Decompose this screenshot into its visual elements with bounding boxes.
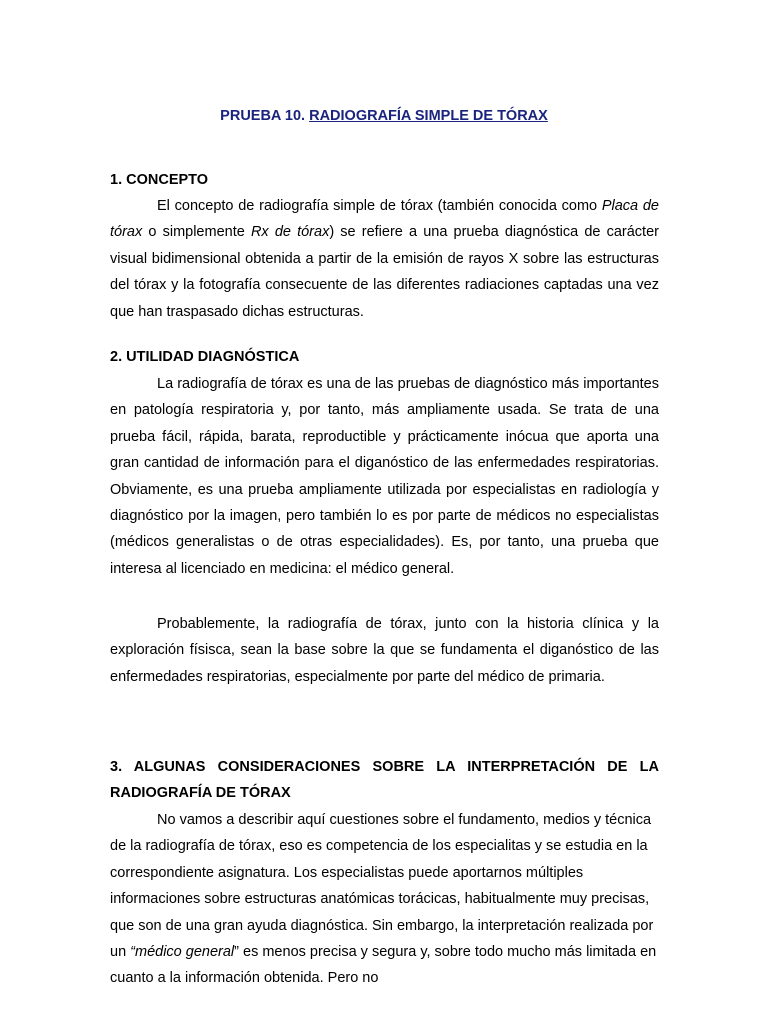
text-segment: El concepto de radiografía simple de tórax (también conocida como [157,198,602,214]
text-segment: o simplemente [142,224,251,241]
section-heading-interpretacion: 3. ALGUNAS CONSIDERACIONES SOBRE LA INTERPRETACIÓN DE LA RADIOGRAFÍA DE TÓRAX [110,759,659,801]
text-segment: ” es menos precisa y segura y, sobre todo mucho más limitada en cuanto a la información obtenida. Pero no [110,944,657,987]
title-prefix: PRUEBA 10. [220,108,306,124]
paragraph-interpretacion [110,807,659,992]
text-segment: La radiografía de tórax es una de las pruebas de diagnóstico más importantes en patología respiratoria y, por tanto, más ampliamente usada. Se trata de una prueba fácil, rápida, barata, reproductible y prácticamente inócua que aporta una gran cantidad de información para el diganóstico de las enfermedades respiratorias. Obviamente, es una prueba ampliamente utilizada por especialistas en radiología y diagnóstico por la imagen, pero también lo es por parte de médicos no especialistas (médicos generalistas o de otras especialidades). Es, por tanto, una prueba que interesa al licenciado en medicina: el médico general. [110,376,659,577]
document-title [0,106,768,126]
italic-text-segment: Placa de tórax [110,198,659,241]
paragraph-utilidad-1 [110,371,659,582]
text-segment: Probablemente, la radiografía de tórax, junto con la historia clínica y la exploración físisca, sean la base sobre la que se fundamenta el diganóstico de las enfermedades respiratorias, especialmente por parte del médico de primaria. [110,616,659,685]
section-heading-concepto: 1. CONCEPTO [110,172,209,188]
italic-text-segment: “médico general [130,944,235,961]
text-segment: ) se refiere a una prueba diagnóstica de carácter visual bidimensional obtenida a partir de la emisión de rayos X sobre las estructuras del tórax y la fotografía consecuente de las diferentes radiaciones captadas una vez que han traspasado dichas estructuras. [110,224,659,320]
section-heading-utilidad: 2. UTILIDAD DIAGNÓSTICA [110,349,300,365]
italic-text-segment: Rx de tórax [250,224,330,241]
paragraph-concepto [110,193,659,325]
title-link[interactable]: RADIOGRAFÍA SIMPLE DE TÓRAX [309,108,548,124]
text-segment: No vamos a describir aquí cuestiones sobre el fundamento, medios y técnica de la radiografía de tórax, eso es competencia de los especialitas y se estudia en la correspondiente asignatura. Los especialistas puede aportarnos múltiples informaciones sobre estructuras anatómicas torácicas, habitualmente muy precisas, que son de una gran ayuda diagnóstica. Sin embargo, la interpretación realizada por un [110,812,654,961]
paragraph-utilidad-2 [110,611,659,690]
